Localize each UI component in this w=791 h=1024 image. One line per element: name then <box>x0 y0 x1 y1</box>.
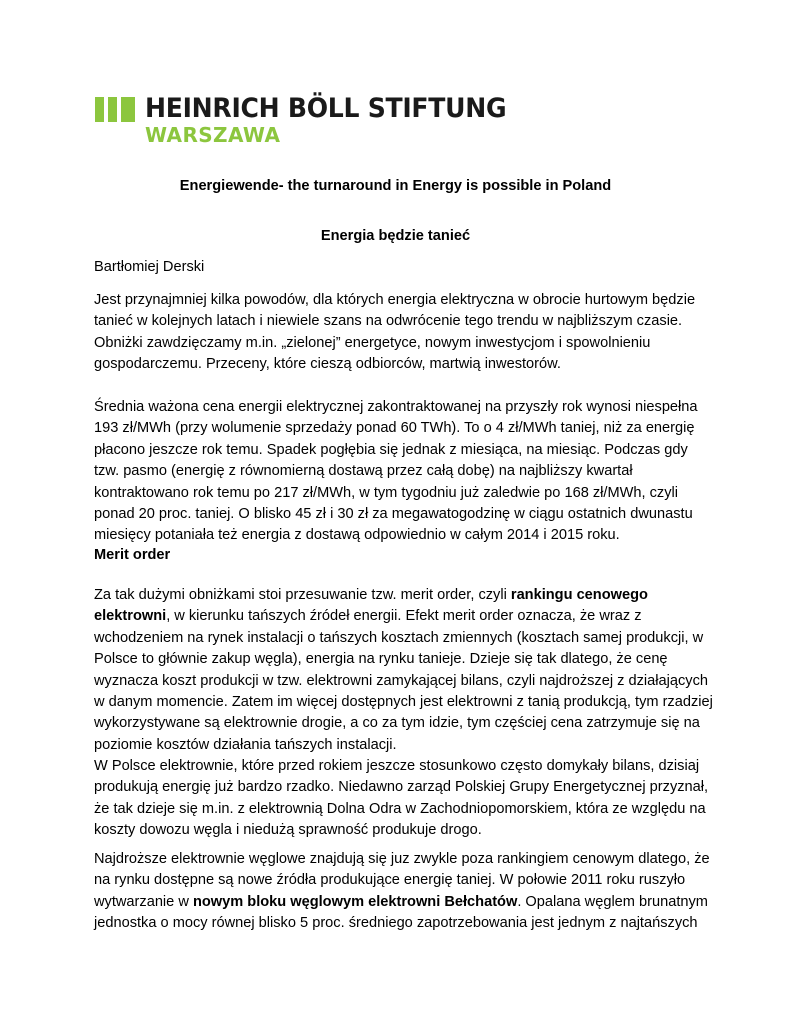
text-line: ponad 20 proc. taniej. O blisko 45 zł i 30 zł za megawatogodzinę w ciągu ostatnich dwunastu <box>94 506 693 523</box>
document-title: Energiewende- the turnaround in Energy is possible in Poland <box>179 178 612 194</box>
text-line: wykorzystywane są elektrownie drogie, a co za tym idzie, tym częściej cena zatrzymuje się na <box>94 715 700 732</box>
text-line: poziomie kosztów działania tańszych instalacji. <box>94 736 397 753</box>
paragraph-merit-order <box>94 585 714 756</box>
text-line: elektrowni, w kierunku tańszych źródeł energii. Efekt merit order oznacza, że wraz z <box>94 608 642 625</box>
text-line: tzw. pasmo (energię z równomierną dostawą przez całą dobę) na najbliższy kwartał <box>94 463 633 480</box>
text-line: jednostka o mocy równej blisko 5 proc. średniego zapotrzebowania jest jednym z najtańszych <box>94 915 698 932</box>
paragraph-prices <box>94 397 714 547</box>
text-line: w danym momencie. Zatem im więcej dostępnych jest elektrowni z tanią produkcją, tym rzadziej <box>94 694 713 711</box>
text-line: produkują energię już bardzo rzadko. Niedawno zarząd Polskiej Grupy Energetycznej przyznał, <box>94 779 709 796</box>
bold-text: nowym bloku węglowym elektrowni Bełchatów <box>192 893 518 910</box>
text-line: W Polsce elektrownie, które przed rokiem jeszcze stosunkowo często domykały bilans, dzisiaj <box>94 758 700 774</box>
text-line: wyznacza koszt produkcji w tzw. elektrowni zamykającej bilans, czyli najdroższej z działających <box>94 672 708 689</box>
text-line: Najdroższe elektrownie węglowe znajdują się juz zwykle poza rankingiem cenowym dlatego, że <box>94 851 710 867</box>
text-line: Jest przynajmniej kilka powodów, dla których energia elektryczna w obrocie hurtowym będzie <box>94 292 696 308</box>
text-line: Średnia ważona cena energii elektrycznej zakontraktowanej na przyszły rok wynosi niespełna <box>94 399 698 415</box>
paragraph-poland-plants <box>94 756 714 842</box>
author-name: Bartłomiej Derski <box>94 259 205 275</box>
text-line: gospodarczemu. Przeceny, które cieszą odbiorców, martwią inwestorów. <box>94 356 561 373</box>
text-line: płacono jeszcze rok temu. Spadek pogłębia się jednak z miesiąca, na miesiąc. Podczas gdy <box>94 441 688 458</box>
paragraph-intro <box>94 290 714 376</box>
bold-text: elektrowni <box>94 608 167 625</box>
paragraph-coal-plants <box>94 849 714 935</box>
foundation-logo <box>95 93 507 147</box>
section-heading-merit-order: Merit order <box>94 547 171 563</box>
text-line: miesięcy potaniała też energia z dostawą odpowiednio w całym 2014 i 2015 roku. <box>94 527 620 544</box>
logo-name: HEINRICH BÖLL STIFTUNG <box>145 93 507 124</box>
text-line: kontraktowano rok temu po 217 zł/MWh, w tym tygodniu już zaledwie po 168 zł/MWh, czyli <box>94 484 678 501</box>
text-line: Polsce to głównie zakup węgla), energia na rynku tanieje. Dzieje się tak dlatego, że cenę <box>94 651 668 668</box>
text-line: Obniżki zawdzięczamy m.in. „zielonej” energetyce, nowym inwestycjom i spowolnieniu <box>94 334 651 351</box>
text-line: koszty dowozu węgla i niedużą sprawność produkuje drogo. <box>94 822 482 839</box>
logo-city: WARSZAWA <box>145 123 281 147</box>
logo-bars-icon <box>95 97 137 122</box>
bold-text: rankingu cenowego <box>510 587 648 603</box>
text-line: wytwarzanie w nowym bloku węglowym elektrowni Bełchatów. Opalana węglem brunatnym <box>94 893 708 910</box>
text-line: Za tak dużymi obniżkami stoi przesuwanie tzw. merit order, czyli rankingu cenowego <box>94 587 648 603</box>
text-line: 193 zł/MWh (przy wolumenie sprzedaży ponad 60 TWh). To o 4 zł/MWh taniej, niż za energię <box>94 420 695 437</box>
text-line: tanieć w kolejnych latach i niewiele szans na odwrócenie tego trendu w najbliższym czasie. <box>94 313 683 330</box>
text-line: na rynku dostępne są nowe źródła produkujące energię taniej. W połowie 2011 roku ruszyło <box>94 872 686 889</box>
document-subtitle: Energia będzie tanieć <box>320 228 471 244</box>
text-line: że tak dzieje się m.in. z elektrownią Dolna Odra w Zachodniopomorskiem, która ze względu na <box>94 800 706 817</box>
text-line: wchodzeniem na rynek instalacji o tańszych kosztach zmiennych (kosztach samej produkcji, w <box>94 629 704 646</box>
